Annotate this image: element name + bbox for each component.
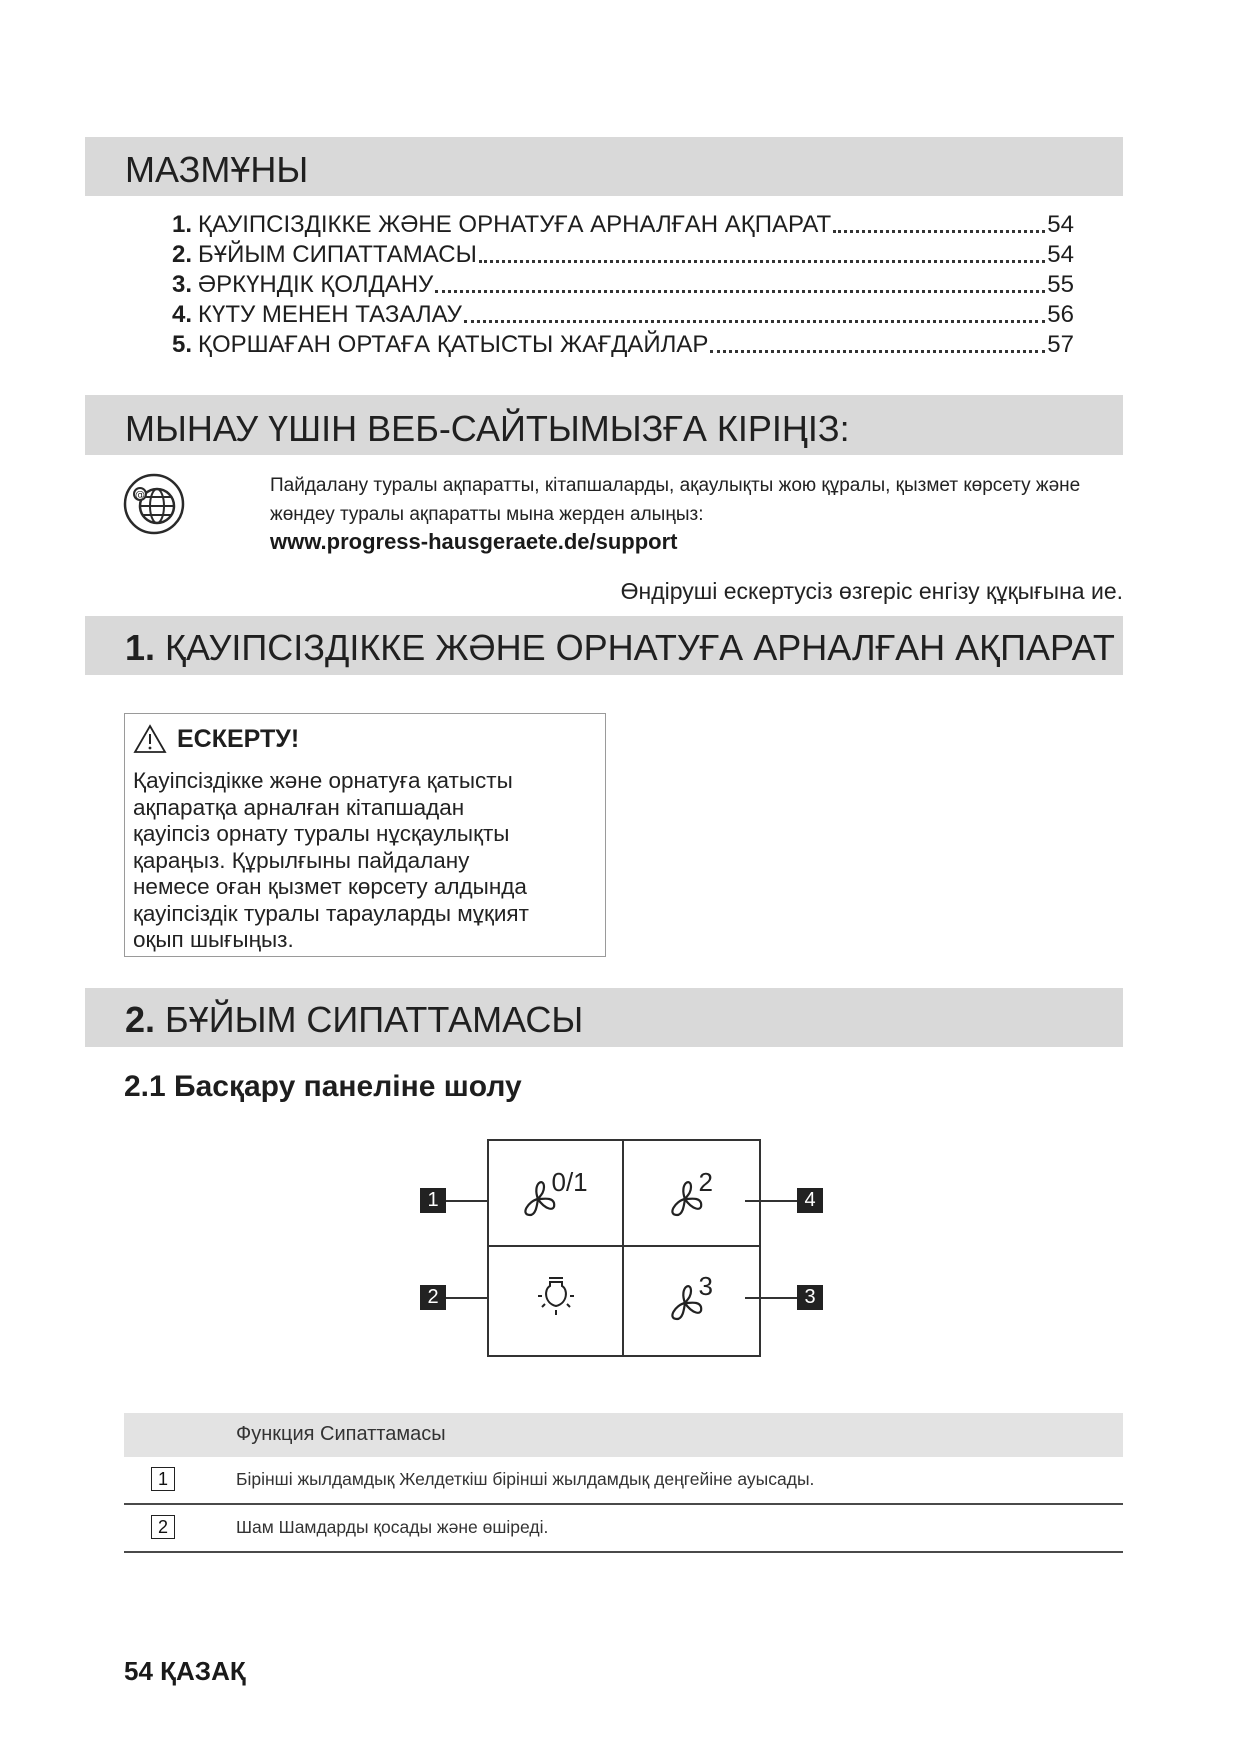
toc-leader-dots [435,270,1045,293]
warning-line: қауіпсіз орнату туралы нұсқаулықты [133,821,510,846]
row-number: 1 [151,1467,175,1491]
warning-line: оқып шығыңыз. [133,927,294,952]
section-2-number: 2. [125,999,156,1040]
fan-speed-label: 3 [698,1271,713,1301]
toc-item-page: 54 [1047,211,1074,238]
fan-speed-3-button[interactable] [624,1247,757,1351]
manufacturer-notice: Өндіруші ескертусіз өзгеріс енгізу құқығына ие. [620,578,1123,604]
lamp-icon [533,1274,579,1324]
light-button[interactable] [489,1247,622,1351]
fan-speed-label: 2 [698,1167,713,1197]
toc-item-label: ҚОРШАҒАН ОРТАҒА ҚАТЫСТЫ ЖАҒДАЙЛАР [198,331,709,358]
section-1-number: 1. [125,627,156,668]
toc-leader-dots [710,330,1045,353]
support-link[interactable]: www.progress-hausgeraete.de/support [270,529,678,554]
toc-item[interactable] [172,210,1074,240]
footer-language: ҚАЗАҚ [160,1656,246,1686]
warning-title: ЕСКЕРТУ! [177,724,300,753]
table-header-label: Функция Сипаттамасы [236,1423,446,1445]
table-header [124,1413,1123,1457]
callout-marker: 1 [420,1188,446,1213]
website-title: МЫНАУ ҮШІН ВЕБ-САЙТЫМЫЗҒА КІРІҢІЗ: [125,408,850,449]
toc-item-number: 1. [172,211,193,238]
table-row [124,1505,1123,1553]
subsection-title: 2.1 Басқару панеліне шолу [124,1070,522,1103]
toc-item-page: 56 [1047,301,1074,328]
svg-text:@: @ [135,490,145,501]
toc-item[interactable] [172,270,1074,300]
toc-item-page: 57 [1047,331,1074,358]
contents-title: МАЗМҰНЫ [125,149,309,190]
website-header [85,395,1123,455]
warning-line: Қауіпсіздікке және орнатуға қатысты [133,768,513,793]
toc-item[interactable] [172,240,1074,270]
globe-icon [122,472,186,536]
callout-leader [446,1200,488,1202]
callout-leader [745,1297,797,1299]
table-row [124,1457,1123,1505]
callout-marker: 3 [797,1285,823,1310]
toc-item-number: 3. [172,271,193,298]
website-description: Пайдалану туралы ақпаратты, кітапшаларды, ақаулықты жою құралы, қызмет көрсету және жөндеу туралы ақпаратты мына жерден алыңыз: [270,475,1081,525]
toc-item-label: КҮТУ МЕНЕН ТАЗАЛАУ [198,301,462,328]
fan-speed-label: 0/1 [551,1167,588,1197]
toc-item-number: 2. [172,241,193,268]
control-panel-diagram [487,1139,761,1357]
toc-leader-dots [833,210,1045,233]
section-1-title [125,627,1115,669]
warning-line: немесе оған қызмет көрсету алдында [133,874,527,899]
toc-item-number: 4. [172,301,193,328]
callout-leader [745,1200,797,1202]
toc-item[interactable] [172,300,1074,330]
warning-line: ақпаратқа арналған кітапшадан [133,794,465,820]
row-number: 2 [151,1515,175,1539]
row-description: Бірінші жылдамдық Желдеткіш бірінші жылдамдық деңгейіне ауысады. [236,1469,815,1489]
toc-item-label: ӘРКҮНДІК ҚОЛДАНУ [198,271,434,298]
function-table [124,1413,1123,1553]
section-1-label: ҚАУІПСІЗДІККЕ ЖӘНЕ ОРНАТУҒА АРНАЛҒАН АҚПАРАТ [165,627,1115,668]
toc-item-label: БҰЙЫМ СИПАТТАМАСЫ [198,241,477,268]
warning-box [124,713,606,957]
warning-text [133,768,603,954]
section-2-header [85,988,1123,1047]
callout-leader [446,1297,488,1299]
page-number: 54 [124,1656,153,1686]
warning-heading [133,724,299,754]
toc-item[interactable] [172,330,1074,360]
table-of-contents [172,210,1074,360]
toc-leader-dots [479,240,1045,263]
callout-marker: 2 [420,1285,446,1310]
toc-item-page: 54 [1047,241,1074,268]
fan-speed-2-button[interactable] [624,1141,757,1245]
toc-item-page: 55 [1047,271,1074,298]
toc-item-number: 5. [172,331,193,358]
fan-speed-1-button[interactable] [489,1141,622,1245]
section-2-label: БҰЙЫМ СИПАТТАМАСЫ [165,999,584,1040]
contents-header [85,137,1123,196]
section-1-header [85,616,1123,675]
row-description: Шам Шамдарды қосады және өшіреді. [236,1517,549,1537]
toc-item-label: ҚАУІПСІЗДІККЕ ЖӘНЕ ОРНАТУҒА АРНАЛҒАН АҚПАРАТ [198,211,832,238]
warning-triangle-icon [133,724,167,754]
callout-marker: 4 [797,1188,823,1213]
toc-leader-dots [464,300,1045,323]
warning-line: қараңыз. Құрылғыны пайдалану [133,847,470,873]
page-footer [124,1656,246,1687]
warning-line: қауіпсіздік туралы тарауларды мұқият [133,900,529,926]
section-2-title [125,999,583,1041]
